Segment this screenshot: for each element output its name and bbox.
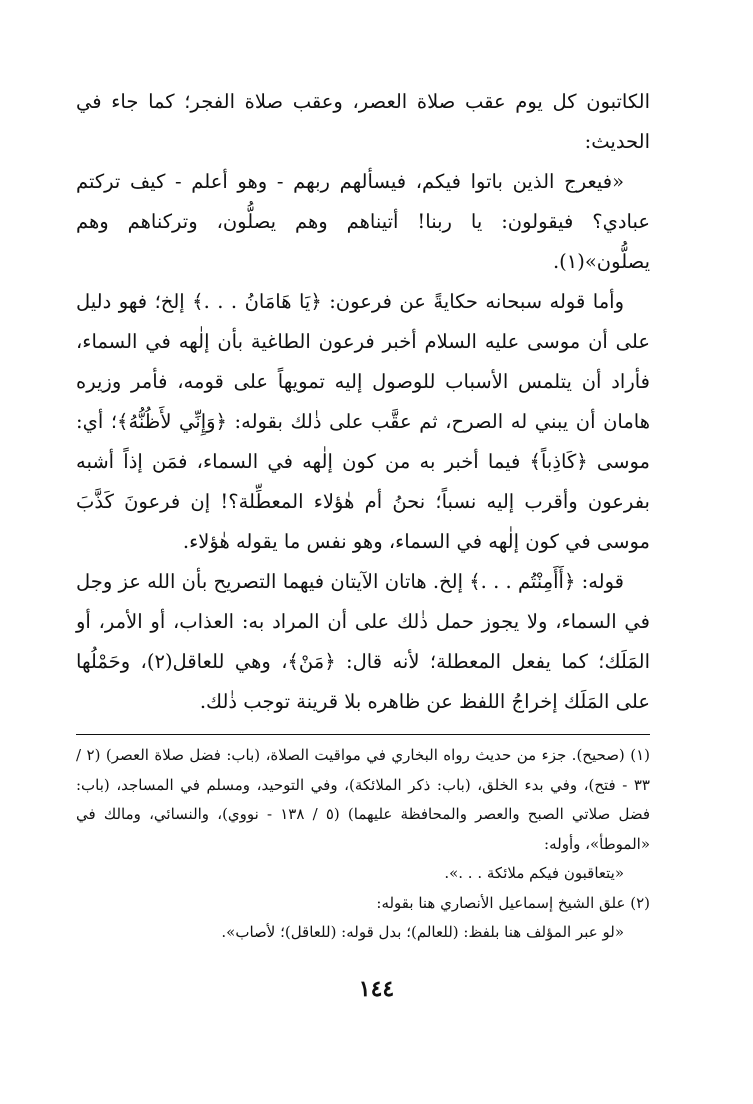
page-content [76, 82, 650, 948]
footnote-2-quote: «لو عبر المؤلف هنا بلفظ: (للعالم)؛ بدل قوله: (للعاقل)؛ لأصاب». [221, 923, 624, 941]
body-paragraph: وأما قوله سبحانه حكايةً عن فرعون: ﴿يَا هَامَانُ . . .﴾ إلخ؛ فهو دليل على أن موسى عليه السلام أخبر فرعون الطاغية بأن إلٰهه في السماء، فأراد أن يتلمس الأسباب للوصول إليه تمويهاً على قومه، فأمر وزيره هامان أن يبني له الصرح، ثم عقَّب على ذٰلك بقوله: ﴿وَإِنِّي لأَظُنُّهُ﴾؛ أي: موسى ﴿كَاذِباً﴾ فيما أخبر به من كون إلٰهه في السماء، فمَن إذاً أشبه بفرعون وأقرب إليه نسباً؛ نحنُ أم هٰؤلاء المعطِّلة؟! إن فرعونَ كَذَّبَ موسى في كون إلٰهه في السماء، وهو نفس ما يقوله هٰؤلاء. [76, 290, 650, 553]
footnote-divider [76, 734, 650, 735]
footnote-1: (١) (صحيح). جزء من حديث رواه البخاري في مواقيت الصلاة، (باب: فضل صلاة العصر) (٢ / ٣٣ - فتح)، وفي بدء الخلق، (باب: ذكر الملائكة)، وفي التوحيد، ومسلم في المساجد، (باب: فضل صلاتي الصبح والعصر والمحافظة عليهما) (٥ / ١٣٨ - نووي)، والنسائي، ومالك في «الموطأ»، وأوله: [76, 746, 650, 853]
footnote-2: (٢) علق الشيخ إسماعيل الأنصاري هنا بقوله: [376, 893, 650, 912]
body-paragraph: قوله: ﴿أَأَمِنْتُم . . .﴾ إلخ. هاتان الآيتان فيهما التصريح بأن الله عز وجل في السماء، ولا يجوز حمل ذٰلك على أن المراد به: العذاب، أو الأمر، أو المَلَك؛ كما يفعل المعطلة؛ لأنه قال: ﴿مَنْ﴾، وهي للعاقل(٢)، وحَمْلُها على المَلَك إخراجُ اللفظ عن ظاهره بلا قرينة توجب ذٰلك. [76, 570, 650, 713]
body-paragraph: الكاتبون كل يوم عقب صلاة العصر، وعقب صلاة الفجر؛ كما جاء في الحديث: [76, 90, 650, 153]
page-number: ١٤٤ [358, 976, 395, 1002]
footnotes [76, 741, 650, 948]
body-text [76, 82, 650, 722]
footnote-1-quote: «يتعاقبون فيكم ملائكة . . .». [444, 864, 624, 882]
hadith-quote-paragraph: «فيعرج الذين باتوا فيكم، فيسألهم ربهم - وهو أعلم - كيف تركتم عبادي؟ فيقولون: يا ربنا! أتيناهم وهم يصلُّون، وتركناهم وهم يصلُّون»(١). [76, 170, 650, 273]
